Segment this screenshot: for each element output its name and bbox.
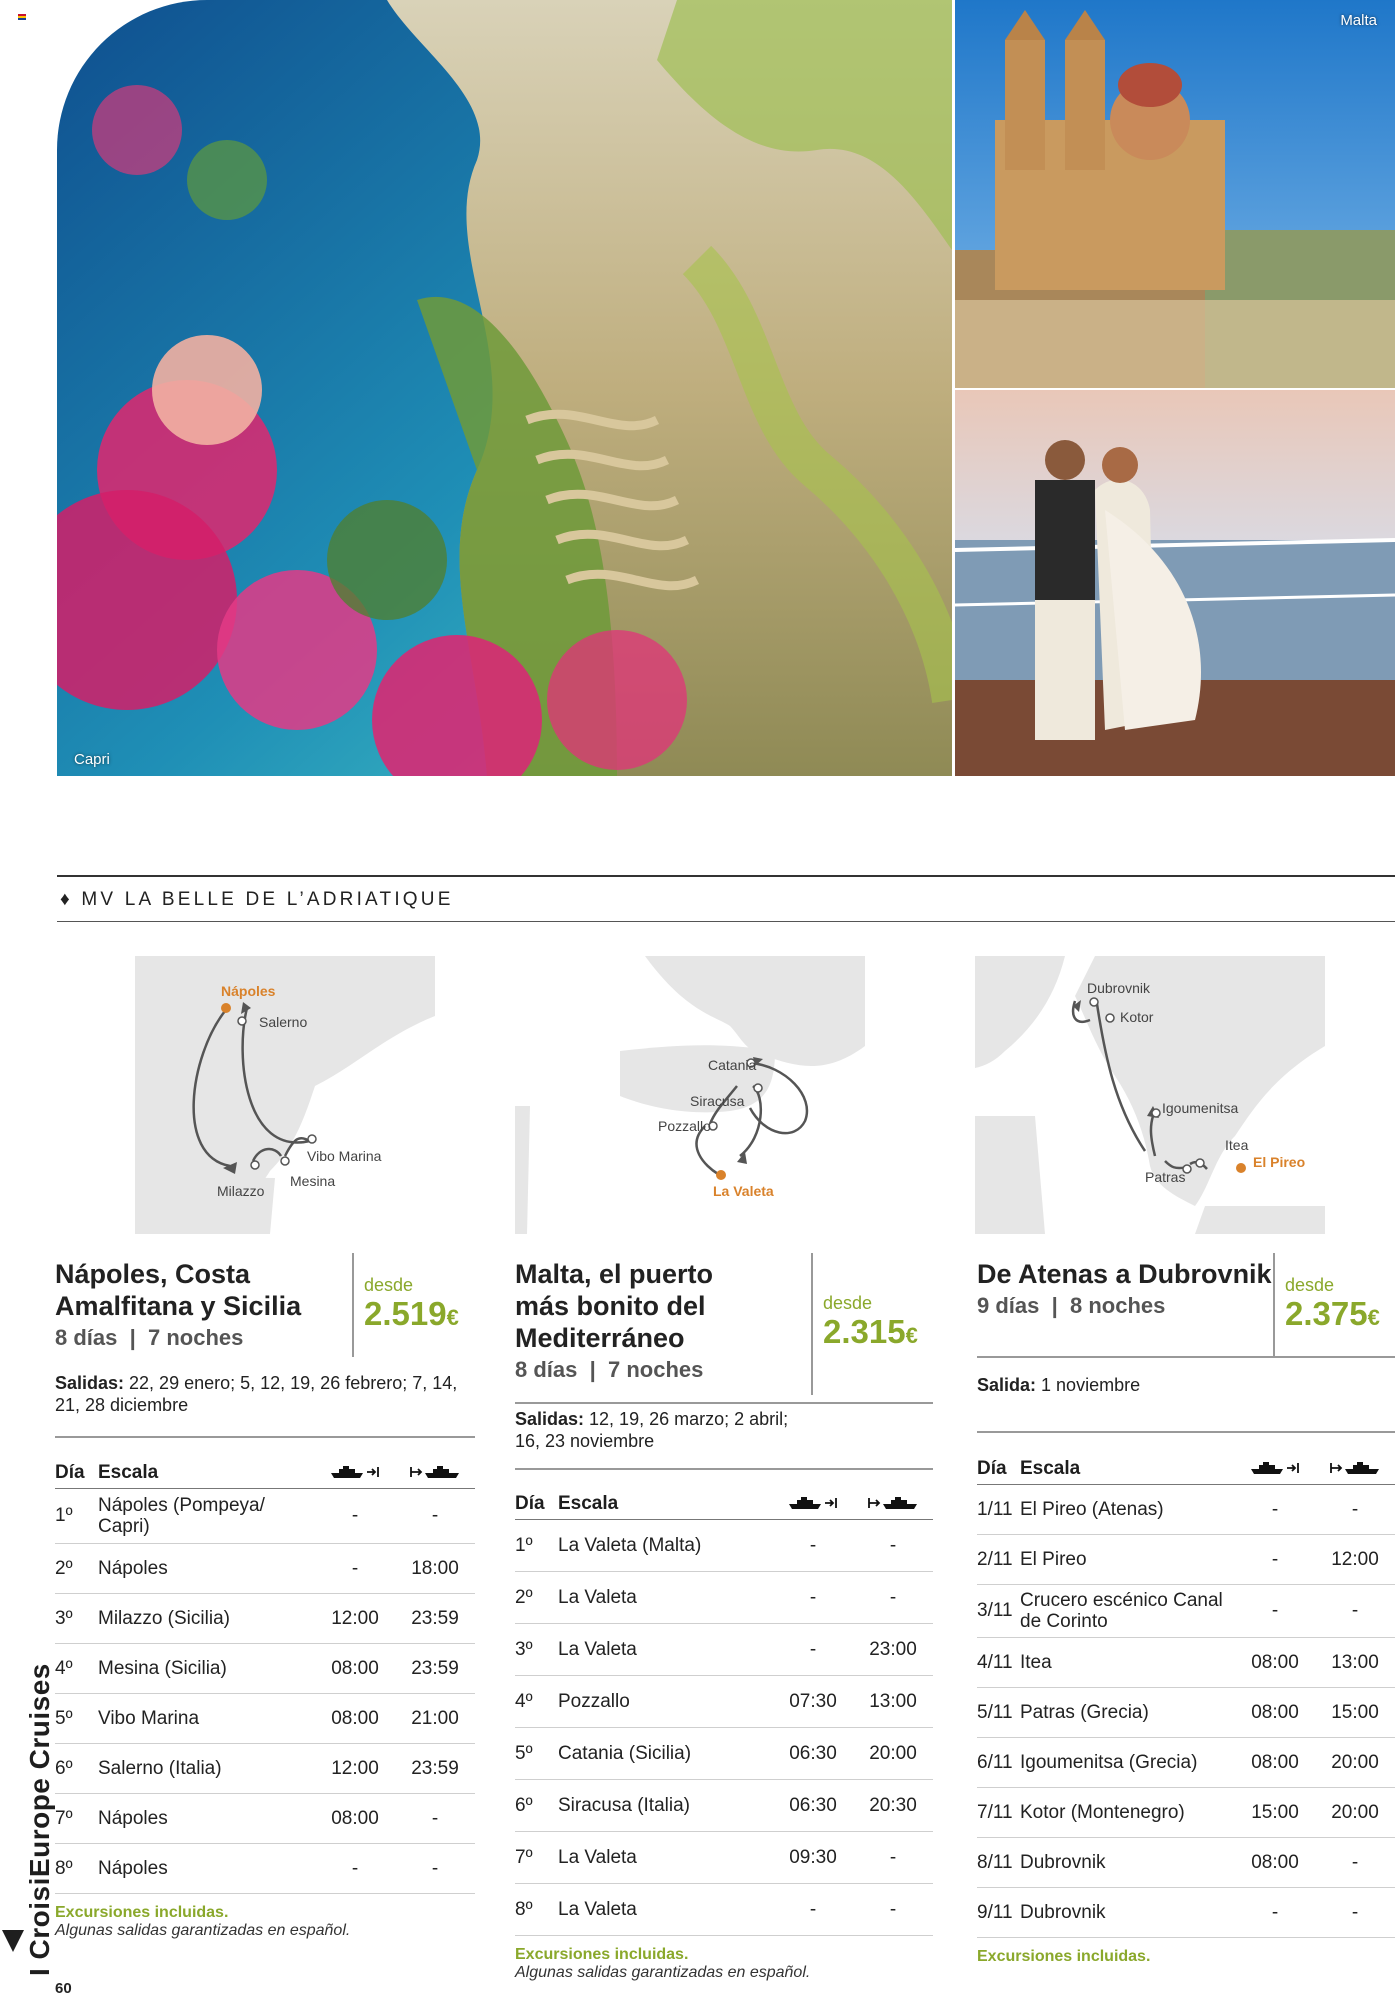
itinerary-arrival: 08:00 (1251, 1751, 1299, 1773)
itinerary-day: 6/11 (977, 1751, 1013, 1773)
itinerary-port: El Pireo (Atenas) (1020, 1499, 1164, 1520)
note-guaranteed: Algunas salidas garantizadas en español. (515, 1964, 811, 1981)
itinerary-row (977, 1838, 1395, 1888)
itinerary-arrival: - (351, 1557, 359, 1579)
itinerary-day: 2º (55, 1557, 73, 1579)
price-label: desde (1285, 1275, 1335, 1295)
cruise-title-line: más bonito del (515, 1291, 706, 1321)
couple-photo (955, 390, 1395, 776)
itinerary-departure: - (889, 1846, 897, 1868)
itinerary-day: 6º (55, 1757, 73, 1779)
itinerary-port: Dubrovnik (1020, 1852, 1106, 1873)
map-napoles-itinerary (135, 956, 485, 1234)
note-included: Excursiones incluidas. (977, 1948, 1151, 1965)
note-guaranteed: Algunas salidas garantizadas en español. (55, 1922, 351, 1939)
itinerary-arrival: - (809, 1534, 817, 1556)
itinerary-departure: 18:00 (411, 1557, 459, 1579)
rule (515, 1468, 933, 1470)
itinerary-departure: 20:00 (1331, 1751, 1379, 1773)
itinerary-header: Día Escala (977, 1453, 1395, 1485)
itinerary-row (515, 1728, 933, 1780)
map3-port-dubrovnik: Dubrovnik (1087, 980, 1151, 996)
itinerary-row (515, 1676, 933, 1728)
itinerary-port: Vibo Marina (98, 1708, 200, 1729)
itinerary-arrival: - (809, 1898, 817, 1920)
departure-icon (395, 1462, 475, 1484)
itinerary-arrival: 15:00 (1251, 1801, 1299, 1823)
itinerary-departure: - (431, 1807, 439, 1829)
itinerary-day: 8/11 (977, 1851, 1013, 1873)
itinerary-row (977, 1585, 1395, 1638)
arrival-icon (773, 1493, 853, 1515)
photo-caption-capri: Capri (74, 751, 110, 768)
itinerary-port: Pozzallo (558, 1691, 630, 1712)
itinerary-row (977, 1788, 1395, 1838)
map1-port-vibo: Vibo Marina (307, 1148, 382, 1164)
itinerary-day: 1º (515, 1534, 533, 1556)
itinerary-row (55, 1694, 475, 1744)
itinerary-departure: 21:00 (411, 1707, 459, 1729)
malta-photo (955, 0, 1395, 388)
itinerary-table (977, 1453, 1395, 1966)
side-brand (0, 1642, 55, 1976)
price-box (352, 1253, 459, 1357)
itinerary-departure: 15:00 (1331, 1701, 1379, 1723)
itinerary-day: 5º (55, 1707, 73, 1729)
itinerary-departure: - (431, 1505, 439, 1526)
cruise-duration: 8 días | 7 noches (55, 1325, 244, 1350)
note-included: Excursiones incluidas. (55, 1904, 229, 1921)
itinerary-row (55, 1489, 475, 1544)
itinerary-arrival: 08:00 (1251, 1701, 1299, 1723)
itinerary-departure: - (431, 1857, 439, 1879)
side-separator: I (24, 1967, 55, 1976)
itinerary-row (515, 1520, 933, 1572)
itinerary-port: Nápoles (Pompeya/ Capri) (98, 1495, 265, 1537)
itinerary-row (55, 1644, 475, 1694)
section-bottom-rule (57, 921, 1395, 922)
itinerary-arrival: 06:30 (789, 1742, 837, 1764)
section-top-rule (57, 875, 1395, 877)
itinerary-day: 8º (515, 1898, 533, 1920)
itinerary-row (977, 1638, 1395, 1688)
capri-photo (57, 0, 952, 776)
itinerary-arrival: - (809, 1638, 817, 1660)
cruise-card-malta (515, 1258, 933, 1981)
itinerary-port: La Valeta (Malta) (558, 1535, 702, 1556)
itinerary-arrival: 08:00 (331, 1657, 379, 1679)
itinerary-row (515, 1624, 933, 1676)
itinerary-port: Nápoles (98, 1808, 168, 1829)
map2-port-catania: Catania (708, 1057, 757, 1073)
itinerary-arrival: - (1271, 1548, 1279, 1570)
photo-caption-malta: Malta (1340, 12, 1377, 29)
departures: Salida: 1 noviembre (977, 1375, 1141, 1395)
itinerary-row (515, 1572, 933, 1624)
note-included: Excursiones incluidas. (515, 1946, 689, 1963)
map-malta-itinerary (515, 956, 865, 1234)
cruise-title-line: Malta, el puerto (515, 1259, 714, 1289)
itinerary-table (55, 1457, 475, 1940)
itinerary-day: 4º (55, 1657, 73, 1679)
itinerary-row (55, 1744, 475, 1794)
departure-icon (1315, 1458, 1395, 1480)
flag-mark (18, 14, 26, 20)
ship-name: ♦ MV LA BELLE DE L’ADRIATIQUE (60, 889, 454, 910)
itinerary-day: 7º (515, 1846, 533, 1868)
itinerary-day: 6º (515, 1794, 533, 1816)
price-amount: 2.315€ (823, 1313, 918, 1350)
itinerary-arrival: 12:00 (331, 1607, 379, 1629)
rule (977, 1431, 1395, 1433)
rule (515, 1402, 933, 1404)
map3-port-patras: Patras (1145, 1169, 1186, 1185)
itinerary-arrival: - (809, 1586, 817, 1608)
itinerary-departure: 13:00 (1331, 1651, 1379, 1673)
itinerary-arrival: - (1271, 1901, 1279, 1923)
itinerary-departure: 23:00 (869, 1638, 917, 1660)
itinerary-arrival: 07:30 (789, 1690, 837, 1712)
itinerary-day: 1/11 (977, 1498, 1013, 1520)
itinerary-port: Nápoles (98, 1558, 168, 1579)
map2-port-siracusa: Siracusa (690, 1093, 745, 1109)
price-box (811, 1253, 918, 1395)
itinerary-port: La Valeta (558, 1639, 637, 1660)
itinerary-port: La Valeta (558, 1847, 637, 1868)
itinerary-day: 4/11 (977, 1651, 1013, 1673)
itinerary-day: 3/11 (977, 1600, 1013, 1621)
itinerary-arrival: 09:30 (789, 1846, 837, 1868)
rule (55, 1436, 475, 1438)
price-box (1273, 1253, 1380, 1357)
itinerary-port: La Valeta (558, 1899, 637, 1920)
cruise-card-napoles (55, 1258, 475, 1939)
map1-port-milazzo: Milazzo (217, 1183, 265, 1199)
itinerary-departure: - (889, 1586, 897, 1608)
cruise-title-line: Mediterráneo (515, 1323, 685, 1353)
itinerary-departure: 20:30 (869, 1794, 917, 1816)
map-atenas-itinerary (975, 956, 1325, 1234)
itinerary-arrival: 08:00 (1251, 1651, 1299, 1673)
itinerary-header: Día Escala (515, 1488, 933, 1520)
map3-port-itea: Itea (1225, 1137, 1249, 1153)
itinerary-arrival: 08:00 (331, 1807, 379, 1829)
itinerary-arrival: - (351, 1505, 359, 1526)
itinerary-day: 9/11 (977, 1901, 1013, 1923)
itinerary-day: 7º (55, 1807, 73, 1829)
itinerary-day: 7/11 (977, 1801, 1013, 1823)
itinerary-row (515, 1780, 933, 1832)
itinerary-port: Itea (1020, 1652, 1052, 1673)
itinerary-day: 3º (515, 1638, 533, 1660)
departure-icon (853, 1493, 933, 1515)
map1-port-salerno: Salerno (259, 1014, 308, 1030)
itinerary-day: 1º (55, 1505, 73, 1526)
price-amount: 2.375€ (1285, 1295, 1380, 1332)
itinerary-port: El Pireo (1020, 1549, 1087, 1570)
itinerary-day: 5º (515, 1742, 533, 1764)
arrival-icon (1235, 1458, 1315, 1480)
itinerary-departure: - (1351, 1498, 1359, 1520)
itinerary-day: 8º (55, 1857, 73, 1879)
price-label: desde (823, 1293, 873, 1313)
itinerary-row (55, 1844, 475, 1894)
itinerary-departure: - (889, 1534, 897, 1556)
cruise-card-atenas (977, 1258, 1395, 1965)
itinerary-port: Crucero escénico Canal de Corinto (1020, 1590, 1223, 1632)
itinerary-row (977, 1485, 1395, 1535)
itinerary-row (977, 1738, 1395, 1788)
itinerary-arrival: 08:00 (331, 1707, 379, 1729)
map3-home-port: El Pireo (1253, 1154, 1306, 1170)
itinerary-row (55, 1544, 475, 1594)
itinerary-departure: 23:59 (411, 1757, 459, 1779)
itinerary-departure: 23:59 (411, 1657, 459, 1679)
itinerary-arrival: 08:00 (1251, 1851, 1299, 1873)
itinerary-row (515, 1832, 933, 1884)
itinerary-day: 2/11 (977, 1548, 1013, 1570)
itinerary-port: Catania (Sicilia) (558, 1743, 692, 1764)
itinerary-port: Nápoles (98, 1858, 168, 1879)
itinerary-row (515, 1884, 933, 1936)
itinerary-port: Patras (Grecia) (1020, 1702, 1149, 1723)
itinerary-arrival: - (1271, 1498, 1279, 1520)
itinerary-departure: - (1351, 1600, 1359, 1621)
itinerary-departure: 13:00 (869, 1690, 917, 1712)
itinerary-row (55, 1594, 475, 1644)
itinerary-port: Dubrovnik (1020, 1902, 1106, 1923)
itinerary-day: 4º (515, 1690, 533, 1712)
cruise-duration: 9 días | 8 noches (977, 1293, 1166, 1318)
itinerary-departure: 20:00 (869, 1742, 917, 1764)
cruise-title-line: De Atenas a Dubrovnik (977, 1259, 1272, 1289)
side-brand-name: CroisiEurope Cruises (24, 1663, 55, 1960)
itinerary-row (977, 1535, 1395, 1585)
itinerary-port: Kotor (Montenegro) (1020, 1802, 1185, 1823)
map3-port-igoumenitsa: Igoumenitsa (1162, 1100, 1239, 1116)
price-label: desde (364, 1275, 414, 1295)
side-arrow-icon (2, 1930, 24, 1952)
itinerary-departure: 23:59 (411, 1607, 459, 1629)
itinerary-departure: - (1351, 1851, 1359, 1873)
itinerary-port: Milazzo (Sicilia) (98, 1608, 230, 1629)
itinerary-header: Día Escala (55, 1457, 475, 1489)
map3-port-kotor: Kotor (1120, 1009, 1154, 1025)
itinerary-port: Igoumenitsa (Grecia) (1020, 1752, 1198, 1773)
map2-home-port: La Valeta (713, 1183, 774, 1199)
itinerary-departure: 12:00 (1331, 1548, 1379, 1570)
arrival-icon (315, 1462, 395, 1484)
cruise-title-line: Nápoles, Costa (55, 1259, 251, 1289)
rule (977, 1356, 1395, 1358)
departures: Salidas: 22, 29 enero; 5, 12, 19, 26 febrero; 7, 14, 21, 28 diciembre (55, 1373, 458, 1415)
itinerary-day: 2º (515, 1586, 533, 1608)
itinerary-row (55, 1794, 475, 1844)
itinerary-arrival: 06:30 (789, 1794, 837, 1816)
itinerary-day: 3º (55, 1607, 73, 1629)
itinerary-departure: - (1351, 1901, 1359, 1923)
map1-port-mesina: Mesina (290, 1173, 336, 1189)
map1-home-port: Nápoles (221, 983, 276, 999)
price-amount: 2.519€ (364, 1295, 459, 1332)
page-number: 60 (55, 1980, 72, 1997)
itinerary-arrival: - (351, 1857, 359, 1879)
itinerary-table (515, 1488, 933, 1982)
itinerary-row (977, 1888, 1395, 1938)
itinerary-port: Mesina (Sicilia) (98, 1658, 227, 1679)
cruise-duration: 8 días | 7 noches (515, 1357, 704, 1382)
map2-port-pozzallo: Pozzallo (658, 1118, 711, 1134)
departures: Salidas: 12, 19, 26 marzo; 2 abril; 16, 23 noviembre (515, 1409, 789, 1451)
itinerary-port: La Valeta (558, 1587, 637, 1608)
itinerary-departure: - (889, 1898, 897, 1920)
itinerary-arrival: - (1271, 1600, 1279, 1621)
itinerary-port: Siracusa (Italia) (558, 1795, 690, 1816)
cruise-title-line: Amalfitana y Sicilia (55, 1291, 302, 1321)
itinerary-row (977, 1688, 1395, 1738)
itinerary-arrival: 12:00 (331, 1757, 379, 1779)
itinerary-port: Salerno (Italia) (98, 1758, 222, 1779)
itinerary-day: 5/11 (977, 1701, 1013, 1723)
itinerary-departure: 20:00 (1331, 1801, 1379, 1823)
